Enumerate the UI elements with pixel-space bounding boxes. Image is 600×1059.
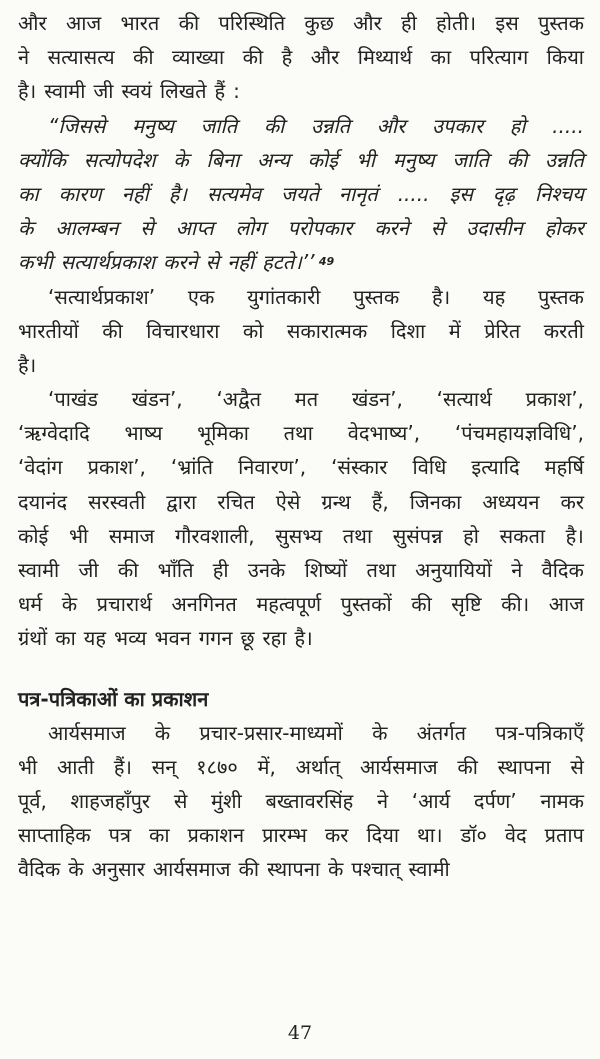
text-line: ‘सत्यार्थप्रकाश’ एक युगांतकारी पुस्तक है। यह पुस्तक — [48, 284, 584, 309]
body-text — [18, 6, 584, 887]
text-line: ने सत्यासत्य की व्याख्या की है और मिथ्यार्थ का परित्याग किया — [18, 45, 584, 70]
text-line: दयानंद सरस्वती द्वारा रचित ऐसे ग्रन्थ हैं, जिनका अध्ययन कर — [18, 489, 584, 514]
text-line: भी आती हैं। सन् १८७० में, अर्थात् आर्यसमाज की स्थापना से — [18, 754, 584, 779]
opening-paragraphs — [18, 6, 584, 656]
text-line: क्योंकि सत्योपदेश के बिना अन्य कोई भी मनुष्य जाति की उन्नति — [18, 147, 584, 172]
text-line: साप्ताहिक पत्र का प्रकाशन प्रारम्भ कर दिया था। डॉ० वेद प्रताप — [18, 823, 584, 848]
text-line: का कारण नहीं है। सत्यमेव जयते नानृतं ..... इस दृढ़ निश्चय — [18, 181, 584, 206]
page-number: 47 — [287, 1022, 313, 1044]
text-line: ‘वेदांग प्रकाश’, ‘भ्रांति निवारण’, ‘संस्कार विधि इत्यादि महर्षि — [18, 455, 584, 480]
text-line: पूर्व, शाहजहाँपुर से मुंशी बख्तावरसिंह ने ‘आर्य दर्पण’ नामक — [18, 788, 584, 813]
text-line: है। स्वामी जी स्वयं लिखते हैं : — [18, 79, 240, 104]
text-line: कोई भी समाज गौरवशाली, सुसभ्य तथा सुसंपन्न हो सकता है। — [18, 523, 584, 548]
text-line: कभी सत्यार्थप्रकाश करने से नहीं हटते।’’ 49 — [18, 245, 584, 279]
text-line: स्वामी जी की भाँति ही उनके शिष्यों तथा अनुयायियों ने वैदिक — [18, 558, 584, 582]
section-heading: पत्र-पत्रिकाओं का प्रकाशन — [18, 686, 209, 711]
text-line: ‘पाखंड खंडन’, ‘अद्वैत मत खंडन’, ‘सत्यार्थ प्रकाश’, — [48, 387, 584, 412]
text-line: धर्म के प्रचारार्थ अनगिनत महत्वपूर्ण पुस्तकों की सृष्टि की। आज — [18, 592, 584, 617]
paragraph — [18, 6, 584, 109]
text-line: वैदिक के अनुसार आर्यसमाज की स्थापना के पश्चात् स्वामी — [18, 857, 450, 882]
text-line: आर्यसमाज के प्रचार-प्रसार-माध्यमों के अंतर्गत पत्र-पत्रिकाएँ — [48, 720, 584, 745]
footnote-marker: 49 — [318, 255, 335, 269]
section-paragraphs — [18, 716, 584, 887]
text-line: और आज भारत की परिस्थिति कुछ और ही होती। इस पुस्तक — [18, 11, 584, 35]
section-gap — [18, 656, 584, 682]
paragraph — [18, 109, 584, 280]
text-line: है। — [18, 352, 37, 377]
paragraph — [18, 382, 584, 656]
text-line: भारतीयों की विचारधारा को सकारात्मक दिशा में प्रेरित करती — [18, 318, 584, 343]
text-line: ग्रंथों का यह भव्य भवन गगन छू रहा है। — [18, 626, 313, 651]
text-line: के आलम्बन से आप्त लोग परोपकार करने से उदासीन होकर — [18, 216, 584, 241]
text-line: “जिससे मनुष्य जाति की उन्नति और उपकार हो ..... — [48, 113, 584, 138]
paragraph — [18, 280, 584, 383]
paragraph — [18, 716, 584, 887]
text-line: ‘ऋग्वेदादि भाष्य भूमिका तथा वेदभाष्य’, ‘पंचमहायज्ञविधि’, — [18, 421, 584, 446]
